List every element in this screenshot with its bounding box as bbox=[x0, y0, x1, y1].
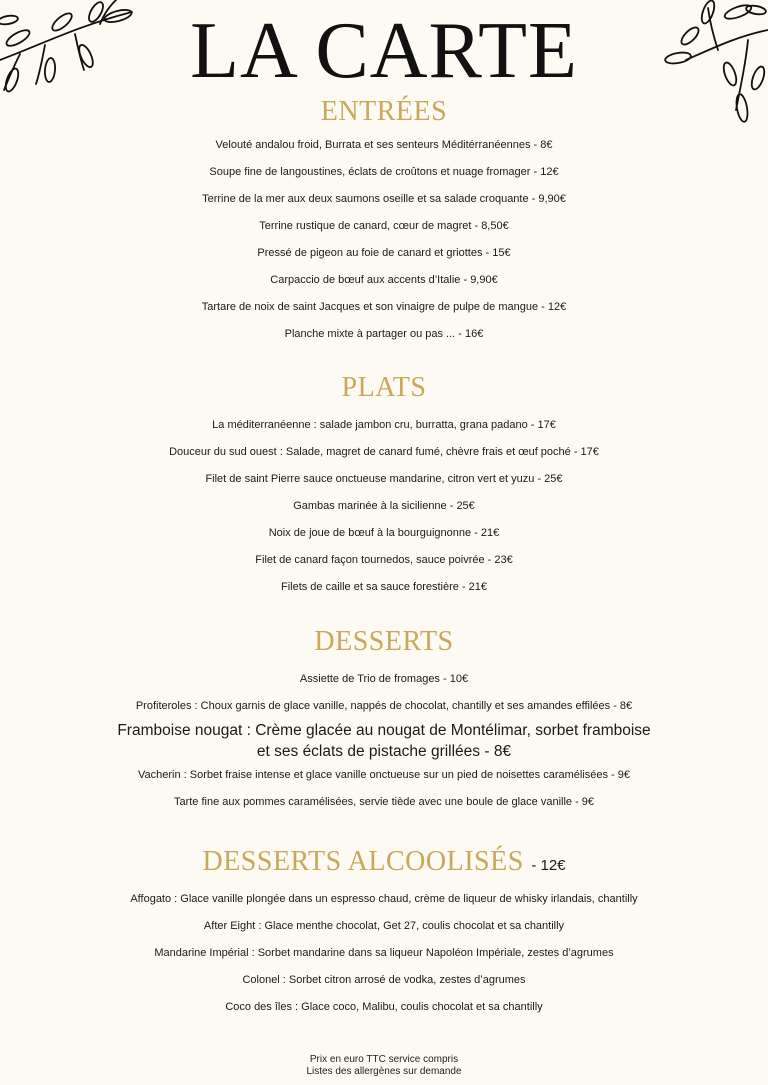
menu-item-line: Framboise nougat : Crème glacée au nougat de Montélimar, sorbet framboise bbox=[117, 722, 651, 739]
menu-item: Tartare de noix de saint Jacques et son vinaigre de pulpe de mangue - 12€ bbox=[201, 301, 567, 313]
entrees-list bbox=[0, 132, 768, 348]
menu-item: La méditerranéenne : salade jambon cru, burratta, grana padano - 17€ bbox=[212, 419, 556, 431]
desserts-alcoolises-list bbox=[0, 886, 768, 1021]
menu-item: Velouté andalou froid, Burrata et ses senteurs Méditérranéennes - 8€ bbox=[215, 139, 553, 151]
menu-item: Profiteroles : Choux garnis de glace vanille, nappés de chocolat, chantilly et ses amandes effilées - 8€ bbox=[135, 700, 633, 712]
page-title: LA CARTE bbox=[190, 7, 578, 95]
menu-item bbox=[0, 720, 768, 762]
menu-item: Carpaccio de bœuf aux accents d’Italie - 9,90€ bbox=[270, 274, 498, 286]
menu-item: Mandarine Impérial : Sorbet mandarine dans sa liqueur Napoléon Impériale, zestes d’agrumes bbox=[154, 947, 614, 959]
menu-item: Vacherin : Sorbet fraise intense et glace vanille onctueuse sur un pied de noisettes caramélisées - 9€ bbox=[137, 769, 631, 781]
menu-item: Noix de joue de bœuf à la bourguignonne - 21€ bbox=[268, 527, 500, 539]
menu-item: Coco des îles : Glace coco, Malibu, coulis chocolat et sa chantilly bbox=[225, 1001, 543, 1013]
menu-item: Pressé de pigeon au foie de canard et griottes - 15€ bbox=[257, 247, 511, 259]
menu-item: Assiette de Trio de fromages - 10€ bbox=[299, 673, 469, 685]
menu-item: Terrine rustique de canard, cœur de magret - 8,50€ bbox=[259, 220, 509, 232]
section-title-plats: PLATS bbox=[341, 372, 427, 403]
menu-item: Filet de saint Pierre sauce onctueuse mandarine, citron vert et yuzu - 25€ bbox=[205, 473, 563, 485]
section-title-desserts: DESSERTS bbox=[314, 626, 454, 657]
footer bbox=[0, 1054, 768, 1078]
section-title-desserts-alcoolises bbox=[0, 846, 768, 882]
desserts-list bbox=[0, 666, 768, 816]
footer-allergen-note: Listes des allergènes sur demande bbox=[306, 1066, 462, 1077]
section-title-text: DESSERTS ALCOOLISÉS bbox=[202, 846, 524, 877]
section-title-entrees: ENTRÉES bbox=[320, 96, 448, 127]
menu-item: Douceur du sud ouest : Salade, magret de canard fumé, chèvre frais et œuf poché - 17€ bbox=[169, 446, 599, 458]
menu-item: Gambas marinée à la sicilienne - 25€ bbox=[293, 500, 475, 512]
menu-item: After Eight : Glace menthe chocolat, Get 27, coulis chocolat et sa chantilly bbox=[203, 920, 565, 932]
footer-price-note: Prix en euro TTC service compris bbox=[309, 1054, 459, 1065]
menu-item: Planche mixte à partager ou pas ... - 16€ bbox=[284, 328, 484, 340]
menu-item: Soupe fine de langoustines, éclats de croûtons et nuage fromager - 12€ bbox=[209, 166, 559, 178]
menu-item: Affogato : Glace vanille plongée dans un espresso chaud, crème de liqueur de whisky irlandais, chantilly bbox=[130, 893, 638, 905]
menu-item: Filet de canard façon tournedos, sauce poivrée - 23€ bbox=[255, 554, 513, 566]
menu-item: Colonel : Sorbet citron arrosé de vodka, zestes d’agrumes bbox=[242, 974, 526, 986]
menu-item-line: et ses éclats de pistache grillées - 8€ bbox=[256, 743, 512, 760]
plats-list bbox=[0, 412, 768, 601]
menu-item: Terrine de la mer aux deux saumons oseille et sa salade croquante - 9,90€ bbox=[202, 193, 566, 205]
menu-item: Filets de caille et sa sauce forestière - 21€ bbox=[280, 581, 488, 593]
menu-item: Tarte fine aux pommes caramélisées, servie tiède avec une boule de glace vanille - 9€ bbox=[173, 796, 595, 808]
section-price: - 12€ bbox=[531, 857, 566, 874]
